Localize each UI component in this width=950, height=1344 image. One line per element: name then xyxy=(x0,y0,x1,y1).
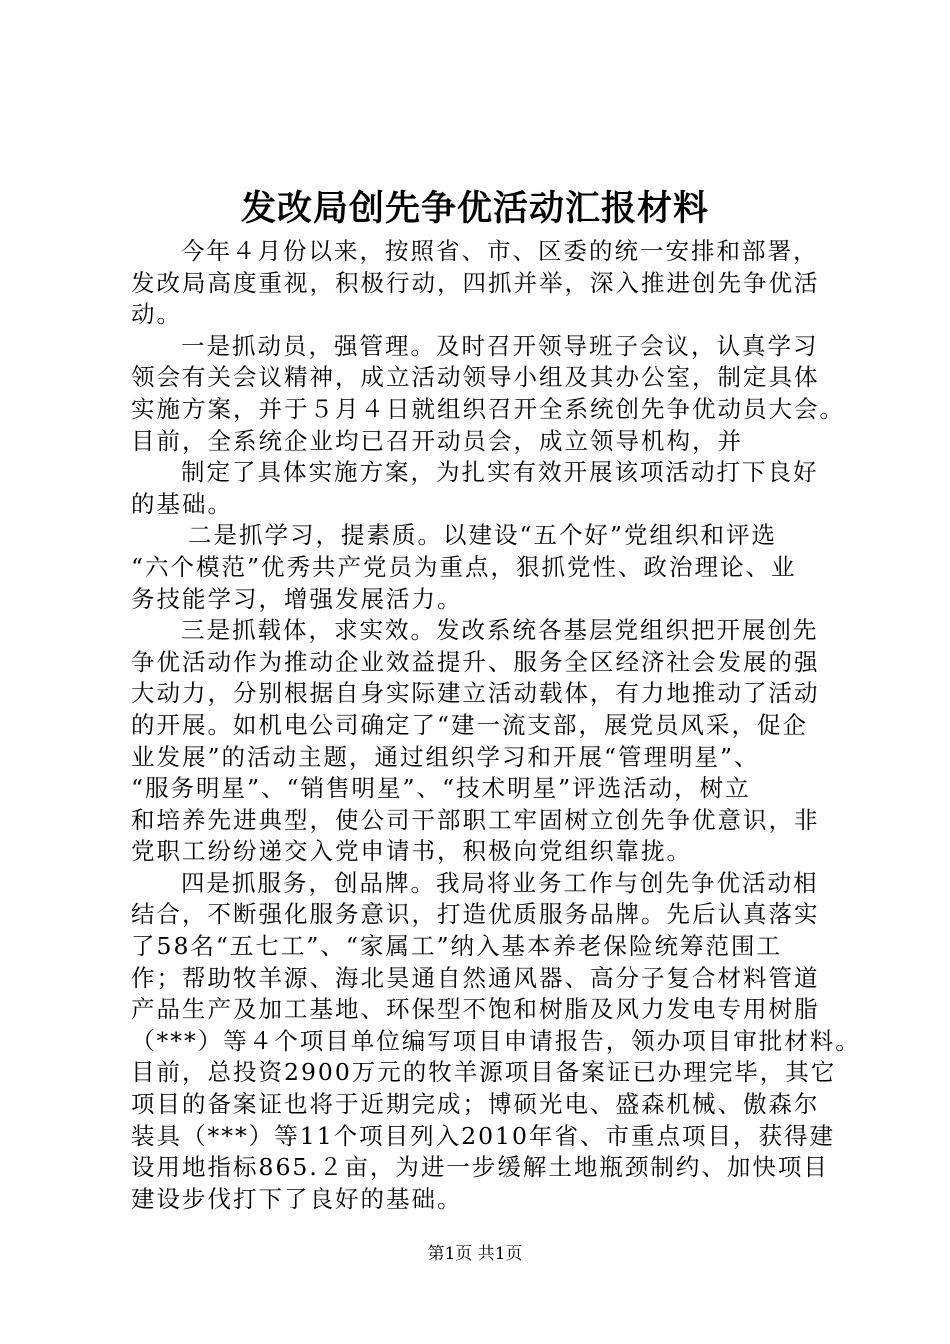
document-body xyxy=(131,236,861,1215)
paragraph-line: 业发展”的活动主题，通过组织学习和开展“管理明星”、 xyxy=(131,742,760,771)
paragraph-line: 四是抓服务，创品牌。我局将业务工作与创先争优活动相 xyxy=(181,868,819,897)
paragraph-line: 了58名“五七工”、“家属工”纳入基本养老保险统筹范围工 xyxy=(131,932,782,961)
document-title: 发改局创先争优活动汇报材料 xyxy=(240,188,709,229)
paragraph-line: 设用地指标865.２亩，为进一步缓解土地瓶颈制约、加快项目 xyxy=(131,1153,829,1182)
paragraph-line: 实施方案，并于５月４日就组织召开全系统创先争优动员大会。 xyxy=(131,394,845,423)
paragraph-line: “六个模范”优秀共产党员为重点，狠抓党性、政治理论、业 xyxy=(131,552,797,581)
paragraph-line: 发改局高度重视，积极行动，四抓并举，深入推进创先争优活 xyxy=(131,268,820,297)
paragraph-line: 目前，总投资2900万元的牧羊源项目备案证已办理完毕，其它 xyxy=(131,1058,837,1087)
paragraph-line: 二是抓学习，提素质。以建设“五个好”党组织和评选 xyxy=(188,521,778,550)
paragraph-line: 一是抓动员，强管理。及时召开领导班子会议，认真学习 xyxy=(181,331,819,360)
paragraph-line: 和培养先进典型，使公司干部职工牢固树立创先争优意识，非 xyxy=(131,805,820,834)
paragraph-line: 作；帮助牧羊源、海北昊通自然通风器、高分子复合材料管道 xyxy=(131,963,820,992)
paragraph-line: “服务明星”、“销售明星”、“技术明星”评选活动，树立 xyxy=(131,774,751,803)
page-footer: 第1页 共1页 xyxy=(427,1244,523,1264)
paragraph-line: 领会有关会议精神，成立活动领导小组及其办公室，制定具体 xyxy=(131,363,820,392)
paragraph-line: 争优活动作为推动企业效益提升、服务全区经济社会发展的强 xyxy=(131,647,820,676)
paragraph-line: 制定了具体实施方案，为扎实有效开展该项活动打下良好 xyxy=(181,458,819,487)
paragraph-line: 务技能学习，增强发展活力。 xyxy=(131,584,463,613)
paragraph-line: 三是抓载体，求实效。发改系统各基层党组织把开展创先 xyxy=(181,616,819,645)
paragraph-line: （***）等４个项目单位编写项目申请报告，领办项目审批材料。 xyxy=(131,1026,861,1055)
paragraph-line: 目前，全系统企业均已召开动员会，成立领导机构，并 xyxy=(131,426,743,455)
paragraph-line: 产品生产及加工基地、环保型不饱和树脂及风力发电专用树脂 xyxy=(131,995,820,1024)
paragraph-line: 的开展。如机电公司确定了“建一流支部，展党员风采，促企 xyxy=(131,710,809,739)
paragraph-line: 装具（***）等11个项目列入2010年省、市重点项目，获得建 xyxy=(131,1121,835,1150)
paragraph-line: 结合，不断强化服务意识，打造优质服务品牌。先后认真落实 xyxy=(131,900,820,929)
paragraph-line: 动。 xyxy=(131,300,182,329)
paragraph-line: 大动力，分别根据自身实际建立活动载体，有力地推动了活动 xyxy=(131,679,820,708)
paragraph-line: 今年４月份以来，按照省、市、区委的统一安排和部署， xyxy=(181,237,819,265)
paragraph-line: 党职工纷纷递交入党申请书，积极向党组织靠拢。 xyxy=(131,837,692,866)
paragraph-line: 项目的备案证也将于近期完成；博硕光电、盛森机械、傲森尔 xyxy=(131,1090,820,1119)
paragraph-line: 的基础。 xyxy=(131,489,233,518)
paragraph-line: 建设步伐打下了良好的基础。 xyxy=(131,1184,463,1213)
